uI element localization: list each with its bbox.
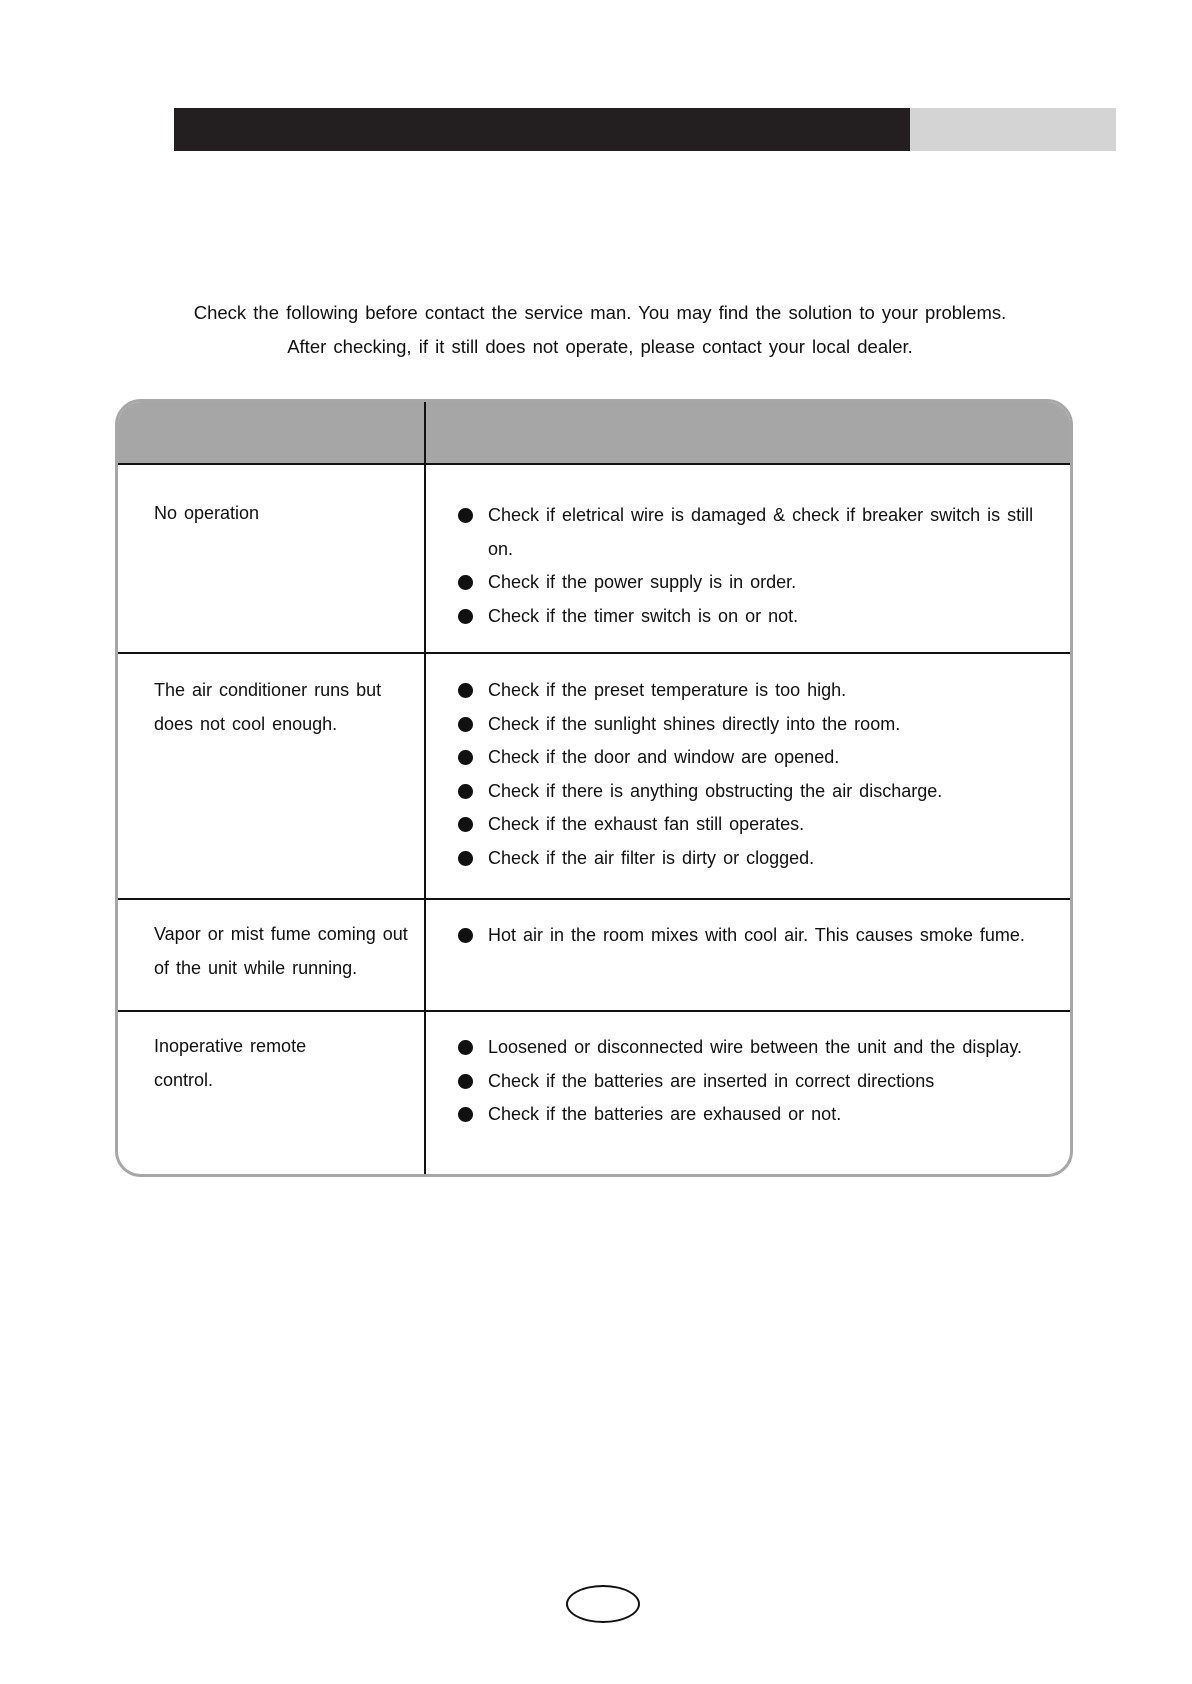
check-text: Check if there is anything obstructing the air discharge.	[488, 780, 943, 801]
bullet-icon	[458, 817, 473, 832]
check-text: Check if the timer switch is on or not.	[488, 605, 799, 626]
list-item	[458, 842, 1058, 876]
bullet-icon	[458, 717, 473, 732]
list-item	[458, 808, 1058, 842]
bullet-icon	[458, 508, 473, 523]
page-number-oval	[566, 1585, 640, 1623]
list-item	[458, 775, 1058, 809]
check-text: Check if the exhaust fan still operates.	[488, 814, 805, 834]
bullet-icon	[458, 851, 473, 866]
table-header	[118, 402, 1070, 464]
bullet-icon	[458, 609, 473, 624]
check-text: Check if the batteries are inserted in correct directions	[488, 1070, 935, 1091]
table-row	[118, 900, 1070, 1011]
check-list	[458, 674, 1058, 875]
bullet-icon	[458, 928, 473, 943]
bullet-icon	[458, 784, 473, 799]
list-item	[458, 1065, 1058, 1099]
check-text: Check if the power supply is in order.	[488, 572, 797, 592]
list-item	[458, 1098, 1058, 1132]
problem-cell: Inoperative remote control.	[154, 1036, 307, 1090]
bullet-icon	[458, 1074, 473, 1089]
troubleshooting-table	[115, 399, 1073, 1177]
list-item	[458, 600, 1058, 634]
intro-line-2: After checking, if it still does not operate, please contact your local dealer.	[287, 336, 913, 357]
section-header-bar	[174, 108, 910, 151]
table-row	[118, 654, 1070, 899]
check-text: Hot air in the room mixes with cool air. This causes smoke fume.	[488, 925, 1025, 945]
list-item	[458, 919, 1058, 953]
bullet-icon	[458, 750, 473, 765]
check-list	[458, 1031, 1058, 1132]
problem-cell: The air conditioner runs but does not cool enough.	[154, 680, 382, 734]
check-text: Loosened or disconnected wire between the unit and the display.	[488, 1037, 1023, 1057]
list-item	[458, 708, 1058, 742]
list-item	[458, 566, 1058, 600]
check-text: Check if the batteries are exhaused or not.	[488, 1104, 842, 1124]
section-header-tab	[910, 108, 1116, 151]
check-text: Check if the preset temperature is too high.	[488, 680, 847, 700]
bullet-icon	[458, 1107, 473, 1122]
bullet-icon	[458, 683, 473, 698]
check-text: Check if the door and window are opened.	[488, 747, 840, 767]
check-text: Check if the sunlight shines directly into the room.	[488, 713, 901, 734]
intro-line-1: Check the following before contact the service man. You may find the solution to your problems.	[193, 302, 1007, 323]
check-list	[458, 919, 1058, 953]
list-item	[458, 1031, 1058, 1065]
list-item	[458, 674, 1058, 708]
intro-text	[150, 296, 1050, 364]
table-row	[118, 1012, 1070, 1177]
bullet-icon	[458, 575, 473, 590]
check-text: Check if eletrical wire is damaged & check if breaker switch is still on.	[488, 505, 1034, 559]
list-item	[458, 741, 1058, 775]
table-row	[118, 464, 1070, 653]
problem-cell: Vapor or mist fume coming out of the unit while running.	[154, 924, 408, 978]
problem-cell: No operation	[154, 503, 260, 523]
check-list	[458, 499, 1058, 633]
list-item	[458, 499, 1058, 566]
bullet-icon	[458, 1040, 473, 1055]
check-text: Check if the air filter is dirty or clogged.	[488, 847, 815, 868]
header-column-divider	[424, 402, 426, 464]
